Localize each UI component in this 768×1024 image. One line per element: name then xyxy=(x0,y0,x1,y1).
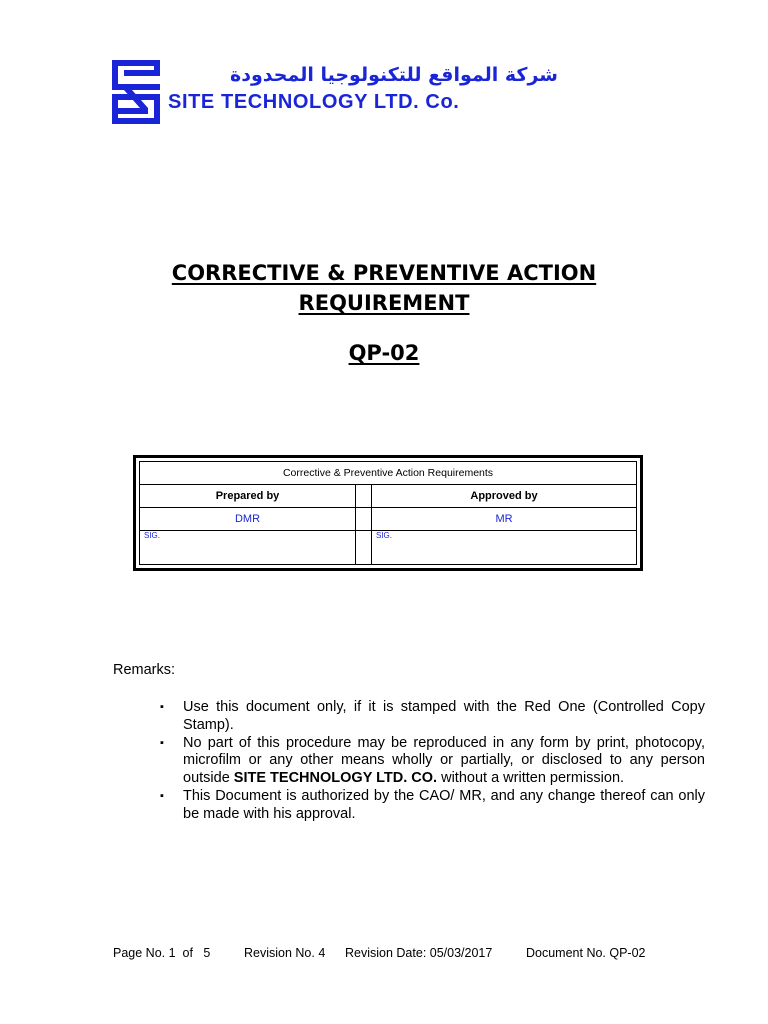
footer-page-number: Page No. 1 of 5 xyxy=(113,946,211,960)
document-title xyxy=(0,258,768,318)
footer-revision-date: Revision Date: 05/03/2017 xyxy=(345,946,493,960)
table-spacer-cell xyxy=(356,485,372,508)
remarks-heading: Remarks: xyxy=(113,662,176,678)
bullet-icon: ▪ xyxy=(160,701,164,713)
document-title-line2: REQUIREMENT xyxy=(298,291,470,315)
signature-right: SIG. xyxy=(372,531,637,565)
signature-left: SIG. xyxy=(140,531,356,565)
list-item xyxy=(160,699,705,735)
table-spacer-cell xyxy=(356,508,372,531)
prepared-by-label: Prepared by xyxy=(140,485,356,508)
company-name-english: SITE TECHNOLOGY LTD. Co. xyxy=(168,91,460,113)
footer-document-number: Document No. QP-02 xyxy=(526,946,646,960)
table-spacer-cell xyxy=(356,531,372,565)
footer-revision: Revision No. 4 xyxy=(244,946,326,960)
remark-text-after: without a written permission. xyxy=(437,770,625,787)
document-code xyxy=(0,338,768,368)
approval-table-caption: Corrective & Preventive Action Requirements xyxy=(140,462,637,485)
approval-table xyxy=(139,461,637,565)
remark-text-before: No part of this procedure may be reproduced in any form by print, photocopy, microfilm or any other means wholly or partially, or disclosed to any person outside xyxy=(183,734,705,787)
list-item xyxy=(160,735,705,788)
approval-table-frame xyxy=(133,455,643,571)
company-name-arabic: شركة المواقع للتكنولوجيا المحدودة xyxy=(230,64,558,86)
remark-text: This Document is authorized by the CAO/ MR, and any change thereof can only be made with his approval. xyxy=(183,787,705,822)
document-code-text: QP-02 xyxy=(348,341,420,365)
bullet-icon: ▪ xyxy=(160,789,164,802)
document-title-line1: CORRECTIVE & PREVENTIVE ACTION xyxy=(171,261,597,285)
remark-text: Use this document only, if it is stamped with the Red One (Controlled Copy Stamp). xyxy=(183,699,705,733)
approved-by-label: Approved by xyxy=(372,485,637,508)
list-item xyxy=(160,788,705,824)
remark-company-name: SITE TECHNOLOGY LTD. CO. xyxy=(233,770,438,787)
company-logo xyxy=(112,60,558,126)
remarks-list xyxy=(160,699,705,824)
bullet-icon: ▪ xyxy=(160,736,164,749)
site-technology-logo-icon xyxy=(112,60,160,124)
prepared-by-value: DMR xyxy=(140,508,356,531)
approved-by-value: MR xyxy=(372,508,637,531)
